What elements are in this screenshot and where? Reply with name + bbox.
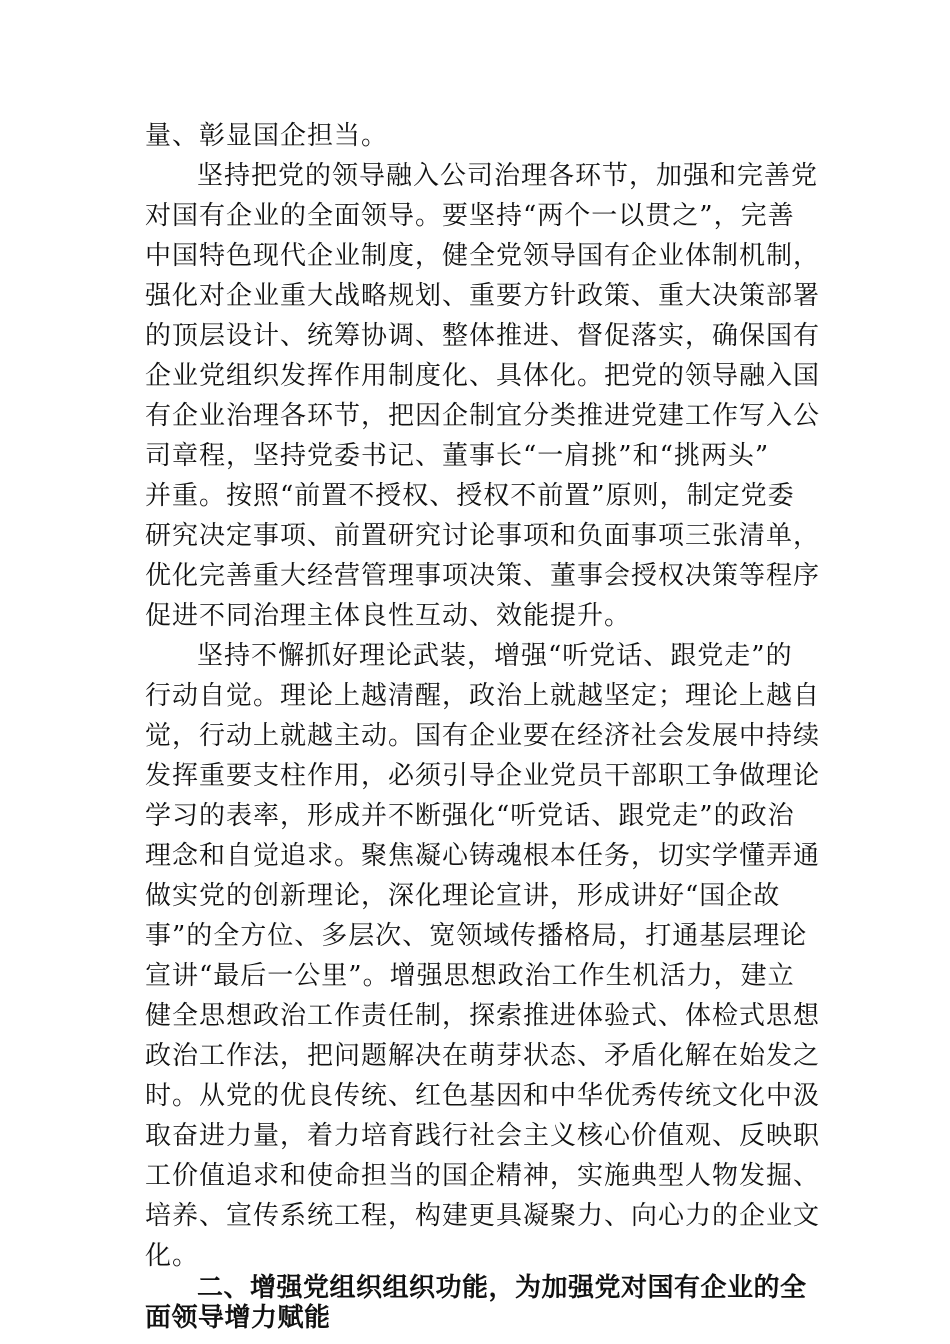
text-line: 理念和自觉追求。聚焦凝心铸魂根本任务，切实学懂弄通 [145,841,821,871]
text-line: 对国有企业的全面领导。要坚持“两个一以贯之”，完善 [145,201,795,231]
text-line: 促进不同治理主体良性互动、效能提升。 [145,601,632,631]
text-line: 化。 [145,1241,200,1271]
section-heading: 二、增强党组织组织功能，为加强党对国有企业的全 [197,1273,807,1303]
text-line: 做实党的创新理论，深化理论宣讲，形成讲好“国企故 [145,881,781,911]
text-line: 企业党组织发挥作用制度化、具体化。把党的领导融入国 [145,361,821,391]
text-line: 事”的全方位、多层次、宽领域传播格局，打通基层理论 [145,921,808,951]
text-line: 宣讲“最后一公里”。增强思想政治工作生机活力，建立 [145,961,795,991]
text-line: 政治工作法，把问题解决在萌芽状态、矛盾化解在始发之 [145,1041,821,1071]
text-line: 健全思想政治工作责任制，探索推进体验式、体检式思想 [145,1001,821,1031]
text-line: 有企业治理各环节，把因企制宜分类推进党建工作写入公 [145,401,821,431]
text-line: 量、彰显国企担当。 [145,121,389,151]
text-line: 优化完善重大经营管理事项决策、董事会授权决策等程序 [145,561,821,591]
text-line: 工价值追求和使命担当的国企精神，实施典型人物发掘、 [145,1161,821,1191]
text-line: 取奋进力量，着力培育践行社会主义核心价值观、反映职 [145,1121,821,1151]
text-line: 中国特色现代企业制度，健全党领导国有企业体制机制， [145,241,821,271]
text-line: 强化对企业重大战略规划、重要方针政策、重大决策部署 [145,281,821,311]
text-line: 学习的表率，形成并不断强化“听党话、跟党走”的政治 [145,801,795,831]
text-line: 觉，行动上就越主动。国有企业要在经济社会发展中持续 [145,721,821,751]
text-line: 发挥重要支柱作用，必须引导企业党员干部职工争做理论 [145,761,821,791]
text-line: 时。从党的优良传统、红色基因和中华优秀传统文化中汲 [145,1081,821,1111]
text-line: 的顶层设计、统筹协调、整体推进、督促落实，确保国有 [145,321,821,351]
paragraph-start: 坚持不懈抓好理论武装，增强“听党话、跟党走”的 [197,641,793,671]
text-line: 培养、宣传系统工程，构建更具凝聚力、向心力的企业文 [145,1201,821,1231]
text-line: 行动自觉。理论上越清醒，政治上就越坚定；理论上越自 [145,681,821,711]
text-line: 并重。按照“前置不授权、授权不前置”原则，制定党委 [145,481,795,511]
text-line: 司章程，坚持党委书记、董事长“一肩挑”和“挑两头” [145,441,770,471]
text-line: 研究决定事项、前置研究讨论事项和负面事项三张清单， [145,521,821,551]
paragraph-start: 坚持把党的领导融入公司治理各环节，加强和完善党 [197,161,819,191]
section-heading-continued: 面领导增力赋能 [145,1303,331,1333]
